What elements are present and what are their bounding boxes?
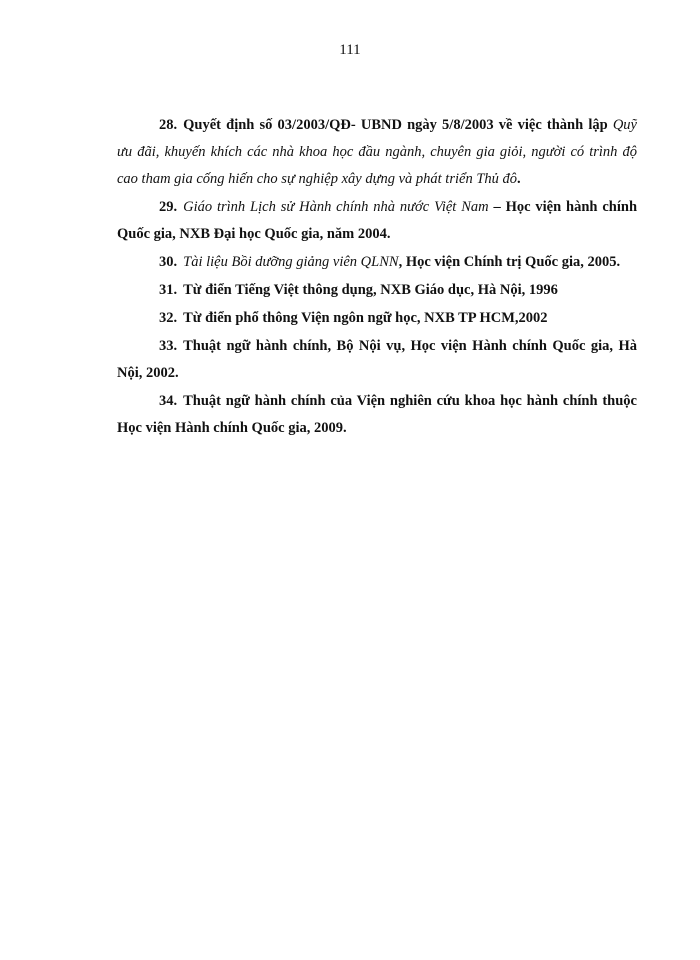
reference-number: 32. <box>159 310 178 326</box>
reference-item <box>117 333 637 387</box>
reference-text: , Học viện Chính trị Quốc gia, 2005. <box>398 254 621 270</box>
reference-item <box>117 194 637 248</box>
reference-text: Thuật ngữ hành chính, Bộ Nội vụ, Học viện Hành chính Quốc gia, Hà Nội, 2002. <box>117 338 637 381</box>
reference-number: 31. <box>159 282 178 298</box>
reference-text: Thuật ngữ hành chính của Viện nghiên cứu khoa học hành chính thuộc Học viện Hành chính Quốc gia, 2009. <box>117 393 637 436</box>
reference-item <box>117 249 637 276</box>
reference-title-italic: Giáo trình Lịch sử Hành chính nhà nước Việt Nam <box>183 199 489 215</box>
reference-number: 33. <box>159 338 178 354</box>
reference-item <box>117 305 637 332</box>
page-number: 111 <box>339 42 361 58</box>
reference-number: 28. <box>159 117 178 133</box>
reference-text: – Học viện hành chính Quốc gia, NXB Đại học Quốc gia, năm 2004. <box>117 199 638 242</box>
reference-item <box>117 277 637 304</box>
reference-text: Quyết định số 03/2003/QĐ- UBND ngày 5/8/2003 về việc thành lập <box>183 117 613 133</box>
reference-text: Từ điển phổ thông Viện ngôn ngữ học, NXB TP HCM,2002 <box>183 310 548 326</box>
reference-number: 34. <box>159 393 178 409</box>
reference-number: 29. <box>159 199 178 215</box>
reference-list <box>117 112 637 443</box>
reference-title-italic: Tài liệu Bồi dưỡng giảng viên QLNN <box>183 254 399 270</box>
reference-item <box>117 388 637 442</box>
reference-number: 30. <box>159 254 178 270</box>
reference-text: Từ điển Tiếng Việt thông dụng, NXB Giáo dục, Hà Nội, 1996 <box>183 282 558 298</box>
reference-text: . <box>517 171 521 187</box>
reference-title-italic: Quỹ ưu đãi, khuyến khích các nhà khoa học đầu ngành, chuyên gia giỏi, người có trình độ cao tham gia cống hiến cho sự nghiệp xây dựng và phát triển Thủ đô <box>117 117 637 187</box>
reference-item <box>117 112 637 193</box>
